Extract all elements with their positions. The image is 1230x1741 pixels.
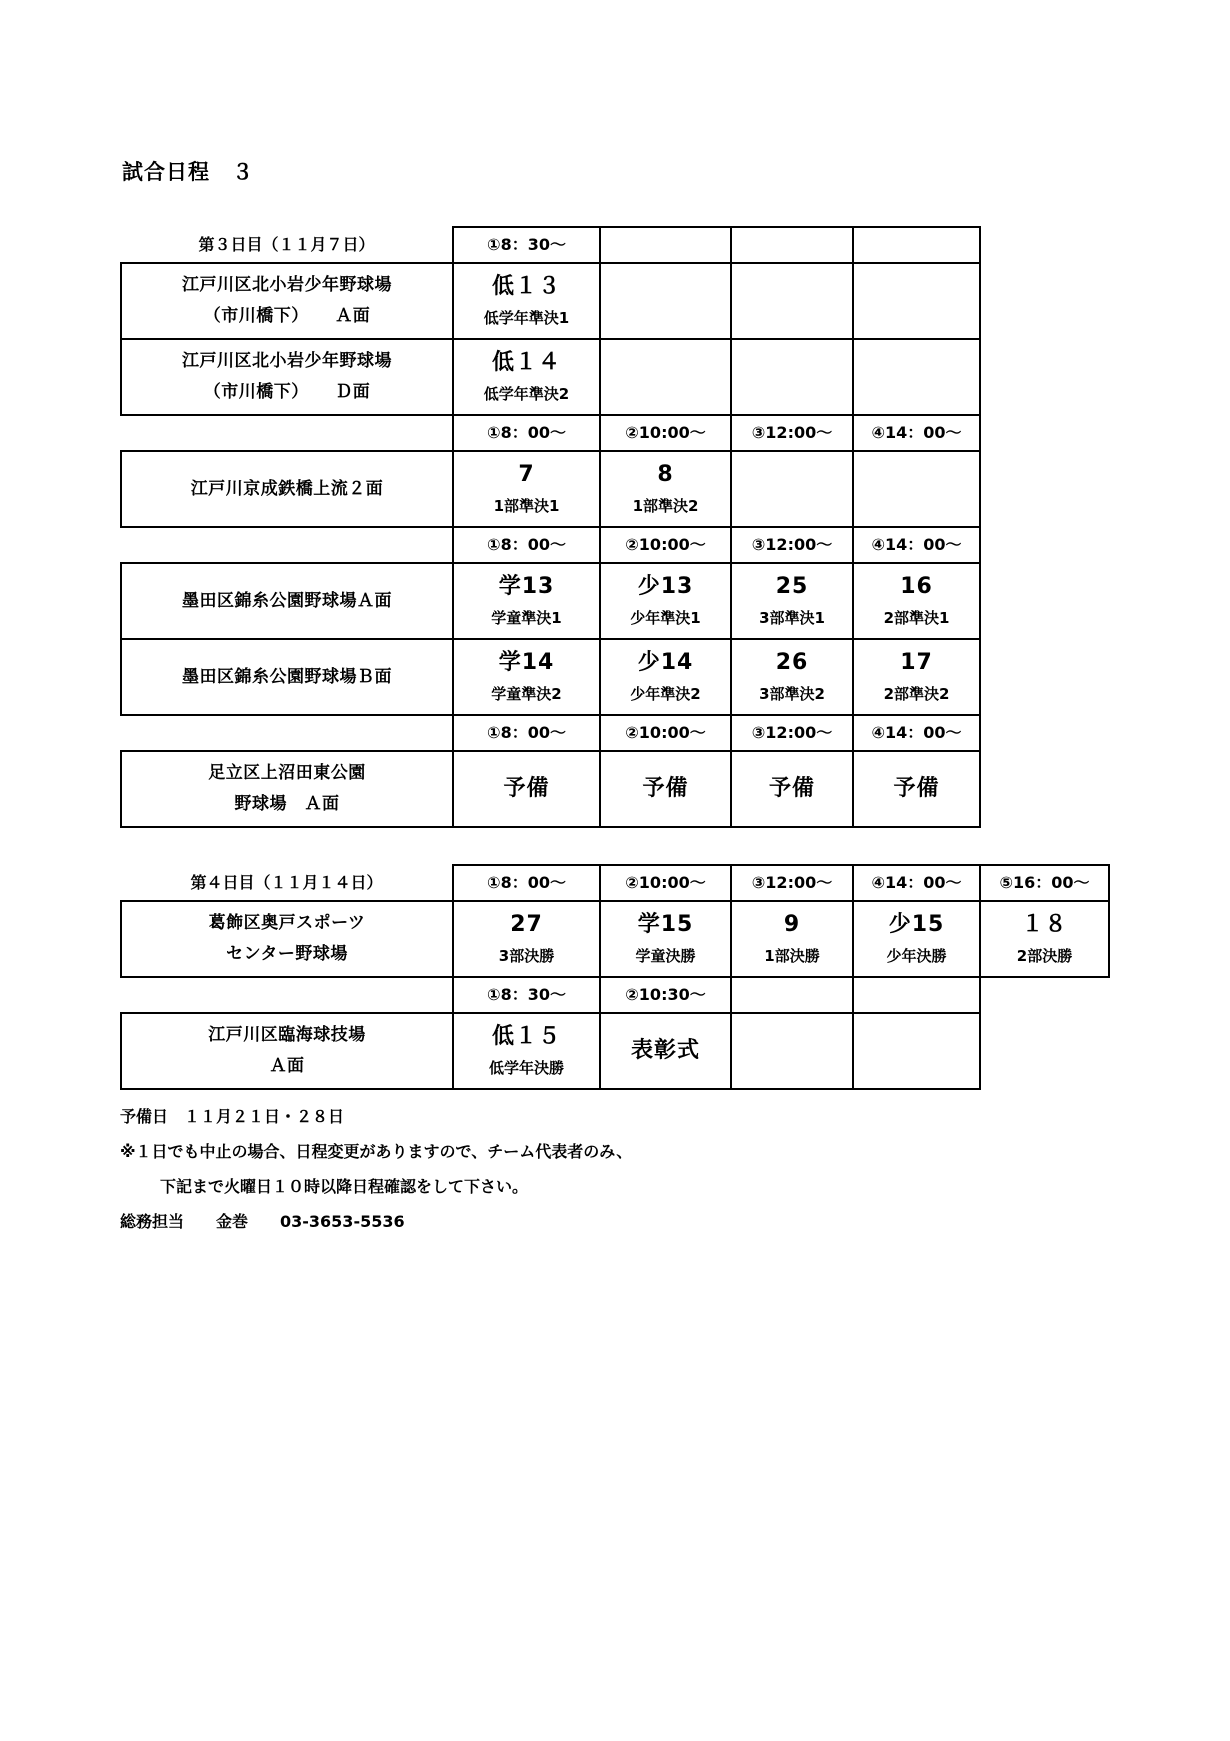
time-slot-label: ②10:00～ [625, 423, 706, 442]
game-cell [731, 751, 853, 827]
day-header-label: 第３日目（１１月７日） [198, 234, 375, 254]
time-slot-label: ②10:00～ [625, 723, 706, 742]
time-slot-label: ①8：00～ [487, 535, 566, 554]
game-cell [453, 639, 600, 715]
empty-cell [731, 227, 853, 263]
game-cell [853, 751, 980, 827]
game-cell [853, 901, 980, 977]
empty-cell [731, 339, 853, 415]
absent-cell [980, 977, 1109, 1013]
game-number: 少15 [888, 912, 945, 938]
empty-cell [853, 263, 980, 339]
time-slot-cell [853, 527, 980, 563]
game-cell [453, 451, 600, 527]
time-slot-cell [453, 865, 600, 901]
time-slot-cell [731, 527, 853, 563]
game-number: 低１３ [491, 274, 561, 300]
game-number: 予備 [503, 776, 550, 801]
venue-cell [121, 263, 453, 339]
game-label: 学童準決2 [491, 684, 562, 703]
game-cell [853, 563, 980, 639]
game-cell [980, 901, 1109, 977]
game-label: 3部決勝 [498, 946, 555, 965]
game-label: 2部決勝 [1016, 946, 1073, 965]
game-number: 16 [900, 574, 933, 600]
venue-spacer-cell [121, 715, 453, 751]
game-number: 17 [900, 650, 933, 676]
table-row [121, 527, 980, 563]
game-number: 27 [510, 912, 543, 938]
time-slot-label: ③12:00～ [751, 423, 833, 442]
venue-spacer-cell [121, 977, 453, 1013]
venue-name-line: 墨田区錦糸公園野球場Ａ面 [182, 590, 392, 611]
game-label: 1部決勝 [764, 946, 820, 965]
venue-name-line: 足立区上沼田東公園 [208, 763, 366, 784]
game-label: 1部準決2 [632, 496, 699, 515]
note-reserve-days: 予備日 １１月２１日・２８日 [120, 1107, 345, 1126]
game-cell [453, 751, 600, 827]
venue-name-line: 江戸川区臨海球技場 [208, 1025, 366, 1046]
time-slot-cell [731, 865, 853, 901]
time-slot-cell [600, 715, 731, 751]
table-row [121, 339, 980, 415]
empty-cell [731, 977, 853, 1013]
venue-name-line: 葛飾区奥戸スポーツ [208, 913, 366, 934]
venue-cell [121, 751, 453, 827]
table-row [121, 901, 1109, 977]
time-slot-label: ①8：00～ [487, 873, 566, 892]
game-cell [453, 1013, 600, 1089]
venue-cell [121, 451, 453, 527]
time-slot-label: ④14：00～ [871, 423, 962, 442]
time-slot-cell [600, 977, 731, 1013]
venue-name-line: （市川橋下） Ａ面 [203, 305, 371, 326]
footer-notes [120, 1106, 1230, 1232]
game-label: 少年準決1 [630, 608, 701, 627]
venue-name-line: 江戸川京成鉄橋上流２面 [190, 478, 384, 499]
game-cell [453, 263, 600, 339]
time-slot-label: ①8：30～ [487, 985, 566, 1004]
game-number: 9 [783, 912, 801, 938]
game-label: 2部準決1 [883, 608, 950, 627]
time-slot-label: ⑤16：00～ [999, 873, 1090, 892]
game-number: 低１４ [491, 350, 561, 376]
time-slot-cell [853, 715, 980, 751]
game-label: 学童準決1 [491, 608, 562, 627]
page-title: 試合日程 ３ [122, 160, 254, 184]
venue-name-line: 江戸川区北小岩少年野球場 [182, 351, 392, 372]
game-label: 少年決勝 [886, 946, 947, 965]
empty-cell [600, 227, 731, 263]
game-label: 少年準決2 [630, 684, 701, 703]
game-number: 予備 [642, 776, 689, 801]
game-cell [453, 563, 600, 639]
table-row [121, 1013, 1109, 1089]
note-confirmation: 下記まで火曜日１０時以降日程確認をして下さい。 [160, 1177, 529, 1196]
schedule-table-day3 [120, 226, 981, 828]
time-slot-cell [731, 715, 853, 751]
game-cell [853, 639, 980, 715]
game-label: 低学年準決2 [483, 384, 570, 403]
game-number: 予備 [768, 776, 815, 801]
venue-name-line: 江戸川区北小岩少年野球場 [182, 275, 392, 296]
game-label: 学童決勝 [635, 946, 696, 965]
empty-cell [600, 339, 731, 415]
game-cell [453, 339, 600, 415]
game-label: 1部準決1 [493, 496, 560, 515]
time-slot-label: ②10:00～ [625, 873, 706, 892]
game-cell [600, 751, 731, 827]
table-row [121, 639, 980, 715]
time-slot-label: ③12:00～ [751, 873, 833, 892]
game-number: 学14 [498, 650, 555, 676]
game-number: １８ [1021, 912, 1068, 938]
time-slot-label: ①8：00～ [487, 723, 566, 742]
game-number: 学15 [637, 912, 694, 938]
table-row [121, 563, 980, 639]
schedule-table-day4 [120, 864, 1110, 1090]
day-header-label: 第４日目（１１月１４日） [190, 872, 383, 892]
time-slot-cell [453, 415, 600, 451]
venue-cell [121, 339, 453, 415]
empty-cell [853, 1013, 980, 1089]
game-label: 3部準決1 [759, 608, 825, 627]
game-number: 予備 [893, 776, 940, 801]
game-cell [600, 451, 731, 527]
time-slot-cell [453, 227, 600, 263]
venue-spacer-cell [121, 527, 453, 563]
table-row [121, 977, 1109, 1013]
game-cell [600, 563, 731, 639]
time-slot-label: ②10:00～ [625, 535, 706, 554]
time-slot-label: ④14：00～ [871, 873, 962, 892]
venue-cell [121, 563, 453, 639]
time-slot-cell [853, 865, 980, 901]
game-number: 少13 [637, 574, 694, 600]
time-slot-label: ②10:30～ [625, 985, 706, 1004]
game-number: 7 [518, 462, 535, 488]
venue-name-line: （市川橋下） Ｄ面 [203, 381, 371, 402]
note-contact: 総務担当 金巻 03-3653-5536 [120, 1212, 405, 1231]
time-slot-cell [453, 977, 600, 1013]
game-cell [731, 639, 853, 715]
time-slot-label: ①8：00～ [487, 423, 566, 442]
venue-spacer-cell [121, 415, 453, 451]
empty-cell [853, 227, 980, 263]
table-row [121, 865, 1109, 901]
empty-cell [600, 263, 731, 339]
game-number: 表彰式 [630, 1038, 700, 1063]
game-cell [731, 901, 853, 977]
schedule-tables-container [120, 226, 1230, 1090]
empty-cell [853, 977, 980, 1013]
venue-cell [121, 1013, 453, 1089]
venue-cell [121, 639, 453, 715]
time-slot-label: ③12:00～ [751, 723, 833, 742]
time-slot-label: ①8：30～ [487, 235, 566, 254]
time-slot-cell [600, 415, 731, 451]
empty-cell [731, 451, 853, 527]
time-slot-cell [980, 865, 1109, 901]
game-cell [600, 639, 731, 715]
time-slot-cell [600, 865, 731, 901]
game-number: 学13 [498, 574, 555, 600]
table-row [121, 415, 980, 451]
empty-cell [731, 1013, 853, 1089]
game-cell [600, 901, 731, 977]
table-row [121, 751, 980, 827]
table-row [121, 263, 980, 339]
table-row [121, 227, 980, 263]
empty-cell [853, 451, 980, 527]
time-slot-cell [600, 527, 731, 563]
game-label: 低学年決勝 [488, 1058, 564, 1077]
game-number: 25 [775, 574, 809, 600]
time-slot-label: ④14：00～ [871, 535, 962, 554]
game-number: 26 [775, 650, 809, 676]
empty-cell [731, 263, 853, 339]
day-header-cell [121, 227, 453, 263]
game-number: 低１５ [491, 1024, 561, 1050]
day-header-cell [121, 865, 453, 901]
game-cell [453, 901, 600, 977]
game-number: 少14 [637, 650, 694, 676]
time-slot-label: ④14：00～ [871, 723, 962, 742]
note-cancellation: ※１日でも中止の場合、日程変更がありますので、チーム代表者のみ、 [120, 1142, 633, 1161]
table-row [121, 451, 980, 527]
game-label: 2部準決2 [883, 684, 950, 703]
venue-name-line: 墨田区錦糸公園野球場Ｂ面 [182, 666, 392, 687]
table-row [121, 715, 980, 751]
game-label: 低学年準決1 [483, 308, 570, 327]
game-cell [731, 563, 853, 639]
time-slot-cell [853, 415, 980, 451]
time-slot-cell [453, 715, 600, 751]
venue-cell [121, 901, 453, 977]
empty-cell [853, 339, 980, 415]
game-label: 3部準決2 [759, 684, 825, 703]
time-slot-cell [453, 527, 600, 563]
game-cell [600, 1013, 731, 1089]
venue-name-line: 野球場 Ａ面 [234, 793, 340, 814]
venue-name-line: Ａ面 [269, 1055, 305, 1076]
game-number: 8 [657, 462, 674, 488]
time-slot-label: ③12:00～ [751, 535, 833, 554]
venue-name-line: センター野球場 [226, 943, 348, 964]
absent-cell [980, 1013, 1109, 1089]
time-slot-cell [731, 415, 853, 451]
